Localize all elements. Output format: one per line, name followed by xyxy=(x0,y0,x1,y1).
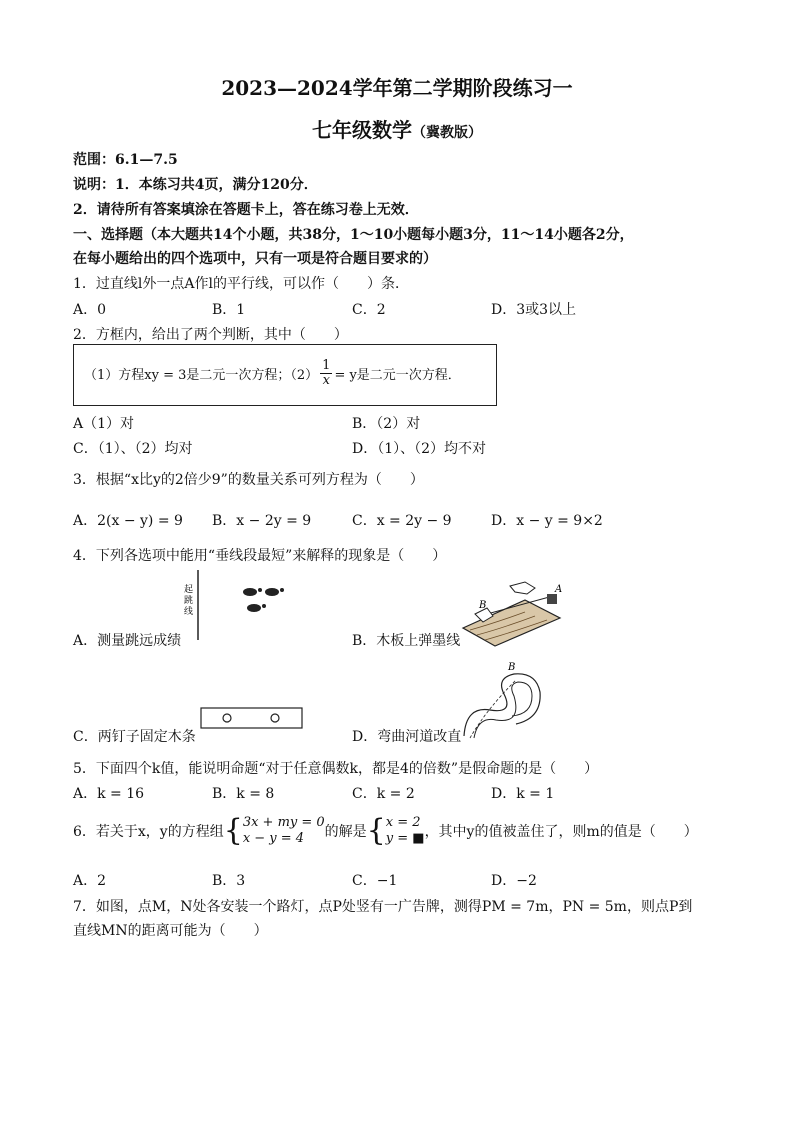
q2-box-part1: （1）方程xy = 3是二元一次方程；（2） xyxy=(84,368,319,383)
section-heading-2: 在每小题给出的四个选项中，只有一项是符合题目要求的） xyxy=(73,251,437,267)
q6-eq1: 3x + my = 0 xyxy=(242,815,325,830)
q4-figure-river xyxy=(456,658,548,744)
q6-stem-a: 6．若关于x，y的方程组 xyxy=(73,824,224,840)
section-heading-1: 一、选择题（本大题共14个小题，共38分，1～10小题每小题3分，11～14小题各2分， xyxy=(73,227,634,243)
q3-option-b: B．x − 2y = 9 xyxy=(212,513,312,529)
subtitle xyxy=(0,114,794,143)
q1-option-d: D．3或3以上 xyxy=(491,302,577,318)
q3-option-a: A．2(x − y) = 9 xyxy=(73,513,183,529)
q5-option-c: C．k = 2 xyxy=(352,786,415,802)
brace-icon: { xyxy=(223,813,243,848)
q6-option-c: C．−1 xyxy=(352,873,398,889)
q2-option-b: B．（2）对 xyxy=(352,416,421,432)
river-label-b: B xyxy=(508,662,516,673)
plank-label-a: A xyxy=(555,584,563,595)
nail-icon xyxy=(271,714,279,722)
takeoff-label-1: 起 xyxy=(184,585,194,595)
q6-option-d: D．−2 xyxy=(491,873,537,889)
q6-stem-b: 的解是 xyxy=(324,824,367,840)
q4-stem: 4．下列各选项中能用“垂线段最短”来解释的现象是（ ） xyxy=(73,548,447,564)
q2-stem: 2．方框内，给出了两个判断，其中（ ） xyxy=(73,327,348,343)
takeoff-label-3: 线 xyxy=(184,607,194,617)
q6-system xyxy=(243,815,325,847)
q1-stem: 1．过直线l外一点A作l的平行线，可以作（ ）条． xyxy=(73,276,409,292)
q2-option-c: C．（1）、（2）均对 xyxy=(73,441,193,457)
q7-stem-line-1: 7．如图，点M，N处各安装一个路灯，点P处竖有一广告牌，测得PM = 7m，PN = 5m，则点P到 xyxy=(73,899,693,915)
q2-option-d: D．（1）、（2）均不对 xyxy=(352,441,487,457)
q1-option-c: C．2 xyxy=(352,302,386,318)
note-line-2: 2．请待所有答案填涂在答题卡上，答在练习卷上无效． xyxy=(73,202,419,218)
scope-line: 范围：6.1—7.5 xyxy=(73,152,178,168)
q6-option-a: A．2 xyxy=(73,873,107,889)
q3-stem: 3．根据“x比y的2倍少9”的数量关系可列方程为（ ） xyxy=(73,472,424,488)
q2-box-part2: = y是二元一次方程． xyxy=(334,368,461,383)
nail-icon xyxy=(223,714,231,722)
q4-option-d: D．弯曲河道改直 xyxy=(352,729,462,745)
q6-option-b: B．3 xyxy=(212,873,246,889)
q4-figure-plank xyxy=(455,578,567,648)
q2-frac-den: x xyxy=(322,373,330,388)
q3-option-d: D．x − y = 9×2 xyxy=(491,513,603,529)
q4-option-b: B．木板上弹墨线 xyxy=(352,633,461,649)
q7-stem-line-2: 直线MN的距离可能为（ ） xyxy=(73,923,268,939)
plank-label-b: B xyxy=(479,600,487,611)
q4-option-c: C．两钉子固定木条 xyxy=(73,729,196,745)
subtitle-edition: （冀教版） xyxy=(412,125,482,141)
brace-icon: { xyxy=(366,813,386,848)
q6-eq2: x − y = 4 xyxy=(242,831,305,846)
q4-figure-long-jump xyxy=(180,570,300,640)
takeoff-label-2: 跳 xyxy=(184,596,194,606)
footprints-icon xyxy=(243,588,284,612)
q5-stem: 5．下面四个k值，能说明命题“对于任意偶数k，都是4的倍数”是假命题的是（ ） xyxy=(73,761,599,777)
q2-frac-num: 1 xyxy=(322,358,331,373)
page-title: 2023—2024学年第二学期阶段练习一 xyxy=(221,76,573,100)
q1-option-b: B．1 xyxy=(212,302,246,318)
q2-box-content xyxy=(84,359,461,388)
q3-option-c: C．x = 2y − 9 xyxy=(352,513,452,529)
q2-fraction xyxy=(320,359,332,388)
q5-option-b: B．k = 8 xyxy=(212,786,275,802)
q2-box xyxy=(73,344,497,406)
subtitle-main: 七年级数学 xyxy=(312,118,412,142)
q5-option-d: D．k = 1 xyxy=(491,786,555,802)
q4-figure-nails xyxy=(200,706,304,730)
q4-option-a: A．测量跳远成绩 xyxy=(73,633,182,649)
q6-sol2: y = ■ xyxy=(385,831,425,846)
q6-sol1: x = 2 xyxy=(385,815,421,830)
q6-stem-c: ，其中y的值被盖住了，则m的值是（ ） xyxy=(424,824,698,840)
q1-option-a: A．0 xyxy=(73,302,107,318)
q2-option-a: A（1）对 xyxy=(73,416,135,432)
q5-option-a: A．k = 16 xyxy=(73,786,145,802)
note-line-1: 说明：1．本练习共4页，满分120分． xyxy=(73,177,318,193)
q6-solution xyxy=(386,815,425,847)
q6-stem xyxy=(73,810,698,852)
